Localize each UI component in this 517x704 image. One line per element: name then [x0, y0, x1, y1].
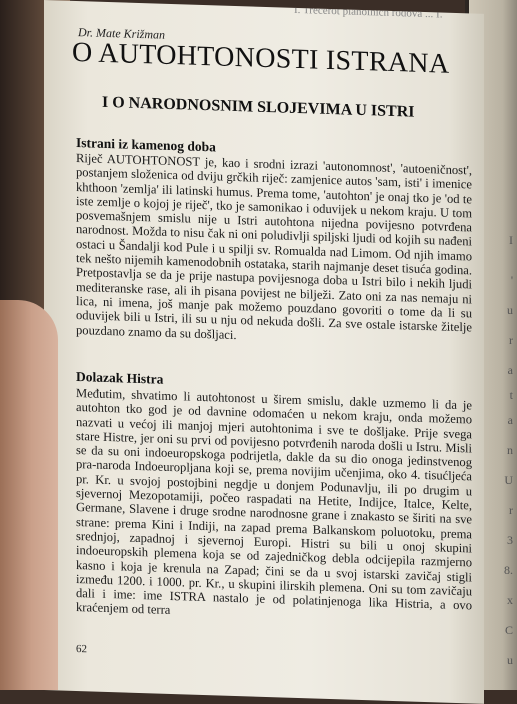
next-page-fragment: a: [507, 363, 513, 377]
next-page-fragment: C: [504, 623, 513, 637]
section-heading: Istrani iz kamenog doba: [76, 135, 216, 155]
next-page-fragment: u: [507, 303, 513, 317]
next-page-fragment: u: [507, 653, 513, 667]
next-page-fragment: U: [504, 473, 513, 487]
next-page-fragment: a: [507, 413, 513, 427]
next-page-fragment: ': [510, 273, 513, 287]
author-name: Dr. Mate Križman: [78, 25, 166, 42]
next-page-fragment: t: [509, 388, 513, 402]
running-header: I. Trecerot planolnich rodova ... I.: [294, 3, 443, 21]
book-page: [44, 0, 484, 704]
next-page-fragment: n: [507, 443, 513, 457]
next-page-fragment: I: [509, 233, 513, 247]
section-heading: Dolazak Histra: [76, 369, 164, 387]
thumb: [0, 300, 58, 690]
next-page-fragment: x: [507, 593, 513, 607]
chapter-subtitle: I O NARODNOSNIM SLOJEVIMA U ISTRI: [102, 93, 415, 121]
next-page-fragment: r: [509, 503, 513, 517]
page-number: 62: [76, 643, 87, 656]
next-page-fragment: 3: [507, 533, 513, 547]
next-page-fragment: r: [509, 333, 513, 347]
chapter-title: O AUTOHTONOSTI ISTRANA: [72, 36, 450, 80]
section-paragraph: Međutim, shvatimo li autohtonost u širem smislu, dakle uzmemo li da je autohton tko god je od davnine odomaćen u nekom kraju, onda možemo nazvati u većoj ili manjoj mjeri autohtonima i sve te došljake. Prije svega stare Histre, jer oni su prvi od povijesno potvrđenih naroda došli u Istru. Misli se da su oni indoeuropskoga podrijetla, dakle da su dio onoga jedinstvenog pra-naroda Indoeuropljana koji se, prema novijim učenjima, oko 4. tisućljeća pr. Kr. u svojoj postojbini negdje u donjem Podunavlju, ili po drugim u sjevernoj Mezopotamiji, počeo raspadati na Hetite, Indijce, Italce, Kelte, Germane, Slavene i druge srodne narodnosne grane i znakasto se širiti na sve strane: prema Kini i Indiji, na zapad prema Balkanskom poluotoku, prema srednjoj, zapadnoj i sjevernoj Europi. Histri su bili u onoj skupini indoeuropskih plemena koja se od zajedničkog debla odcijepila razmjerno kasno i koja je krenula na Zapad; čini se da u svoj istarski zavičaj stigli između 1200. i 1000. pr. Kr., u skupini ilirskih plemena. Oni su tom zavičaju dali i ime: ime ISTRA nastalo je od polatinjenoga lika Histria, a ovo kraćenjem od terra: [76, 386, 472, 618]
section-paragraph: Riječ AUTOHTONOST je, kao i srodni izrazi 'autonomnost', 'autoeničnost', postanjem složenica od dviju grčkih riječ: zamjenice autos 'sam, isti' i imenice khthoon 'zemlja' ili latinski humus. Prema tome, 'autohton' je onaj tko je 'od te iste zemlje o kojoj je riječ', tko je samonikao i oduvijek u nekom kraju. U tom posvemašnjem smislu nije u Istri autohtona nijedna povijesno potvrđena narodnost. Možda to nisu čak ni oni poludivlji spiljski ljudi od kojih su nađeni ostaci u Šandalji kod Pule i u spilji sv. Romualda nad Limom. Od njih imamo tek nešto nijemih kamenodobnih ostataka, starih najmanje deset tisuća godina. Pretpostavlja se da je prije nastupa povijesnoga doba u Istri bilo i nekih ljudi mediteranske rase, ali ih pisana povijest ne bilježi. Zato oni za nas nemaju ni lica, ni imena, još manje pak možemo pouzdano govoriti o tome da li su oduvijek bili u Istri, ili su u nju od nekuda došli. Za sve ostale istarske žitelje pouzdano znamo da su došljaci.: [76, 151, 472, 342]
next-page-fragment: 8.: [504, 563, 513, 577]
